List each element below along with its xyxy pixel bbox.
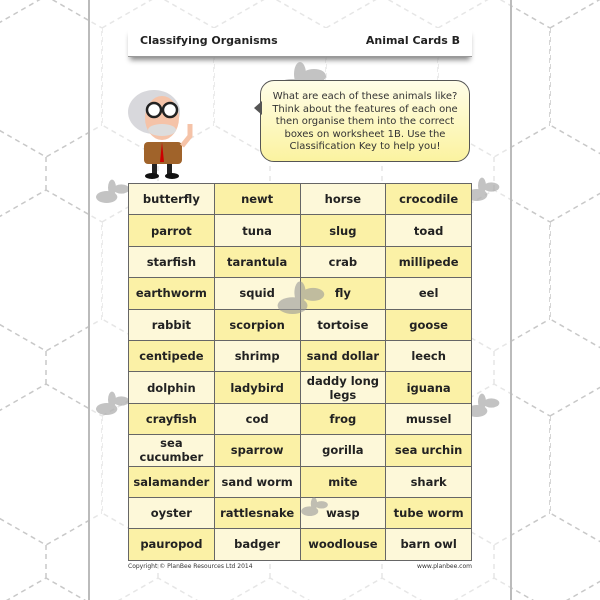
animal-card: newt (214, 184, 300, 215)
card-row (129, 246, 472, 277)
card-row (129, 215, 472, 246)
animal-card: crayfish (129, 403, 215, 434)
animal-card: slug (300, 215, 386, 246)
fly-watermark-icon (298, 496, 330, 520)
animal-card: squid (214, 278, 300, 309)
animal-card: ladybird (214, 372, 300, 403)
animal-card: sea cucumber (129, 435, 215, 466)
card-row (129, 529, 472, 560)
animal-card: crocodile (386, 184, 472, 215)
animal-card: badger (214, 529, 300, 560)
animal-card: oyster (129, 497, 215, 528)
animal-card: tube worm (386, 497, 472, 528)
animal-card: rabbit (129, 309, 215, 340)
fly-watermark-icon (272, 280, 328, 320)
animal-card: eel (386, 278, 472, 309)
animal-card: gorilla (300, 435, 386, 466)
animal-card: barn owl (386, 529, 472, 560)
animal-card: mussel (386, 403, 472, 434)
animal-card: mite (300, 466, 386, 497)
animal-card: woodlouse (300, 529, 386, 560)
card-row (129, 403, 472, 434)
animal-card: fly (300, 278, 386, 309)
animal-card: sand worm (214, 466, 300, 497)
animal-card: cod (214, 403, 300, 434)
card-row (129, 184, 472, 215)
worksheet-title: Classifying Organisms (140, 34, 278, 47)
animal-card: horse (300, 184, 386, 215)
animal-card: shark (386, 466, 472, 497)
animal-card: earthworm (129, 278, 215, 309)
card-row (129, 435, 472, 466)
animal-card: salamander (129, 466, 215, 497)
card-row (129, 340, 472, 371)
animal-card: scorpion (214, 309, 300, 340)
fly-watermark-icon (92, 178, 132, 208)
animal-card: parrot (129, 215, 215, 246)
animal-card: crab (300, 246, 386, 277)
fly-watermark-icon (92, 390, 132, 420)
animal-card: sparrow (214, 435, 300, 466)
animal-card: tuna (214, 215, 300, 246)
website-text: www.planbee.com (417, 563, 472, 570)
animal-card: sand dollar (300, 340, 386, 371)
card-row (129, 372, 472, 403)
animal-card: daddy long legs (300, 372, 386, 403)
animal-card: starfish (129, 246, 215, 277)
worksheet-header (128, 28, 472, 57)
animal-card: tortoise (300, 309, 386, 340)
animal-card: sea urchin (386, 435, 472, 466)
copyright-text: Copyright © PlanBee Resources Ltd 2014 (128, 563, 253, 570)
animal-card: tarantula (214, 246, 300, 277)
animal-card: centipede (129, 340, 215, 371)
animal-card: frog (300, 403, 386, 434)
animal-card: goose (386, 309, 472, 340)
professor-illustration (124, 80, 234, 180)
animal-card: wasp (300, 497, 386, 528)
animal-card: millipede (386, 246, 472, 277)
animal-card: toad (386, 215, 472, 246)
animal-card: pauropod (129, 529, 215, 560)
card-row (129, 466, 472, 497)
worksheet-subtitle: Animal Cards B (365, 34, 460, 47)
animal-card: dolphin (129, 372, 215, 403)
animal-card: iguana (386, 372, 472, 403)
animal-card: butterfly (129, 184, 215, 215)
animal-card: shrimp (214, 340, 300, 371)
animal-card: leech (386, 340, 472, 371)
animal-card: rattlesnake (214, 497, 300, 528)
speech-bubble: What are each of these animals like? Think about the features of each one then organise them into the correct boxes on worksheet 1B. Use the Classification Key to help you! (260, 80, 470, 162)
